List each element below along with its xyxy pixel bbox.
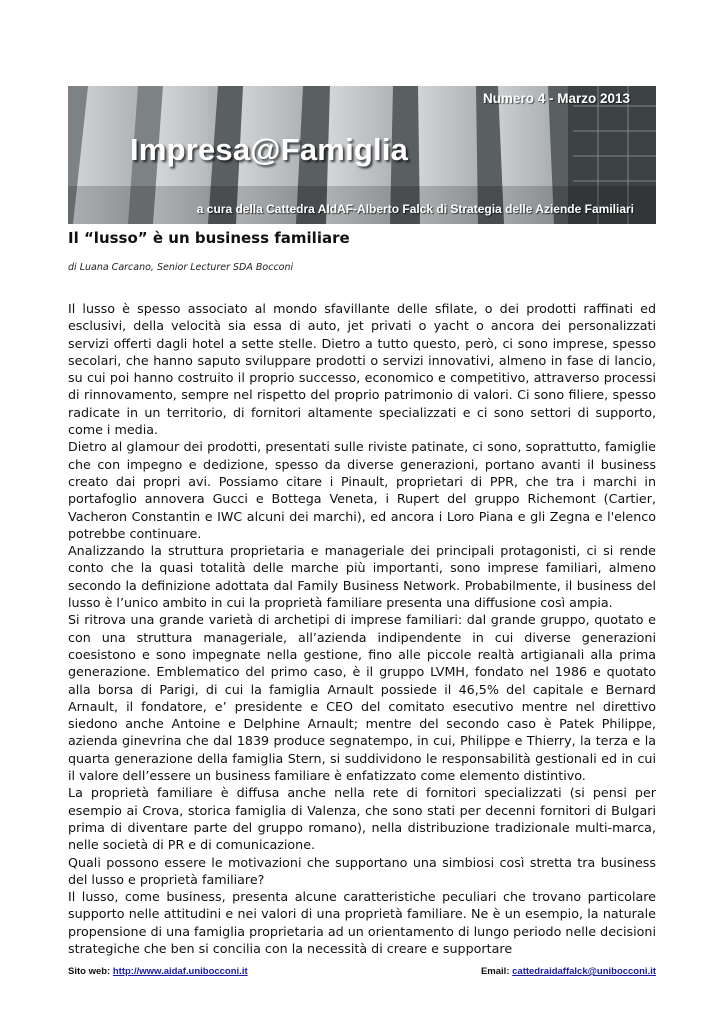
page-footer bbox=[68, 966, 656, 980]
article-paragraph: Quali possono essere le motivazioni che supportano una simbiosi così stretta tra business del lusso e proprietà familiare? bbox=[68, 854, 656, 887]
article-paragraph: Il lusso, come business, presenta alcune caratteristiche peculiari che trovano particolare supporto nelle attitudini e nei valori di una proprietà familiare. Ne è un esempio, la naturale propensione di una famiglia proprietaria ad un orientamento di lungo periodo nelle decisioni strategiche che ben si concilia con la necessità di creare e supportare bbox=[68, 889, 656, 956]
footer-email bbox=[481, 966, 656, 977]
header-banner bbox=[68, 86, 656, 224]
website-label: Sito web: bbox=[68, 966, 111, 977]
newsletter-title: Impresa@Famiglia bbox=[130, 132, 409, 167]
footer-website bbox=[68, 966, 248, 977]
article-paragraph: Analizzando la struttura proprietaria e manageriale dei principali protagonisti, ci si rende conto che la quasi totalità delle marche più importanti, sono imprese familiari, almeno secondo la definizione adottata dal Family Business Network. Probabilmente, il business del lusso è l’unico ambito in cui la proprietà familiare presenta una diffusione così ampia. bbox=[68, 543, 656, 611]
article-byline: di Luana Carcano, Senior Lecturer SDA Bocconi bbox=[68, 262, 294, 273]
article-body bbox=[68, 300, 656, 957]
article-title: Il “lusso” è un business familiare bbox=[68, 229, 350, 247]
issue-label: Numero 4 - Marzo 2013 bbox=[482, 91, 630, 106]
email-link[interactable]: cattedraidaffalck@unibocconi.it bbox=[512, 966, 656, 977]
article-paragraph: Dietro al glamour dei prodotti, presentati sulle riviste patinate, ci sono, soprattutto, famiglie che con impegno e dedizione, spesso da diverse generazioni, portano avanti il business creato dai propri avi. Possiamo citare i Pinault, proprietari di PPR, che tra i marchi in portafoglio annovera Gucci e Bottega Veneta, i Rupert del gruppo Richemont (Cartier, Vacheron Constantin e IWC alcuni dei marchi), ed ancora i Loro Piana e gli Zegna e l'elenco potrebbe continuare. bbox=[68, 439, 656, 541]
article-paragraph: La proprietà familiare è diffusa anche nella rete di fornitori specializzati (si pensi per esempio ai Crova, storica famiglia di Valenza, che sono stati per decenni fornitori di Bulgari prima di diventare parte del gruppo romano), nella distribuzione tradizionale multi-marca, nelle società di PR e di comunicazione. bbox=[68, 785, 656, 853]
article-paragraph: Il lusso è spesso associato al mondo sfavillante delle sfilate, o dei prodotti raffinati ed esclusivi, della velocità sia essa di auto, jet privati o yacht o ancora dei personalizzati servizi offerti dagli hotel a sette stelle. Dietro a tutto questo, però, ci sono imprese, spesso secolari, che hanno saputo sviluppare prodotti o servizi innovativi, almeno in fase di lancio, su cui poi hanno costruito il proprio successo, economico e competitivo, attraverso processi di rinnovamento, sempre nel rispetto del proprio patrimonio di valori. Ci sono filiere, spesso radicate in un territorio, di fornitori altamente specializzati e ci sono settori di supporto, come i media. bbox=[68, 301, 656, 438]
website-link[interactable]: http://www.aidaf.unibocconi.it bbox=[112, 966, 248, 977]
article-paragraph: Si ritrova una grande varietà di archetipi di imprese familiari: dal grande gruppo, quotato e con una struttura manageriale, all’azienda indipendente in cui diverse generazioni coesistono e sono impegnate nella gestione, fino alle piccole realtà artigianali alla prima generazione. Emblematico del primo caso, è il gruppo LVMH, fondato nel 1986 e quotato alla borsa di Parigi, di cui la famiglia Arnault possiede il 46,5% del capitale e Bernard Arnault, il fondatore, e’ presidente e CEO del comitato esecutivo mentre nel direttivo siedono anche Antoine e Delphine Arnault; mentre del secondo caso è Patek Philippe, azienda ginevrina che dal 1839 produce segnatempo, in cui, Philippe e Thierry, la terza e la quarta generazione della famiglia Stern, si suddividono le responsabilità gestionali ed in cui il valore dell’essere un business familiare è enfatizzato come elemento distintivo. bbox=[68, 612, 656, 784]
newsletter-subtitle: a cura della Cattedra AIdAF-Alberto Falck di Strategia delle Aziende Familiari bbox=[196, 202, 634, 216]
email-label: Email: bbox=[480, 966, 510, 977]
